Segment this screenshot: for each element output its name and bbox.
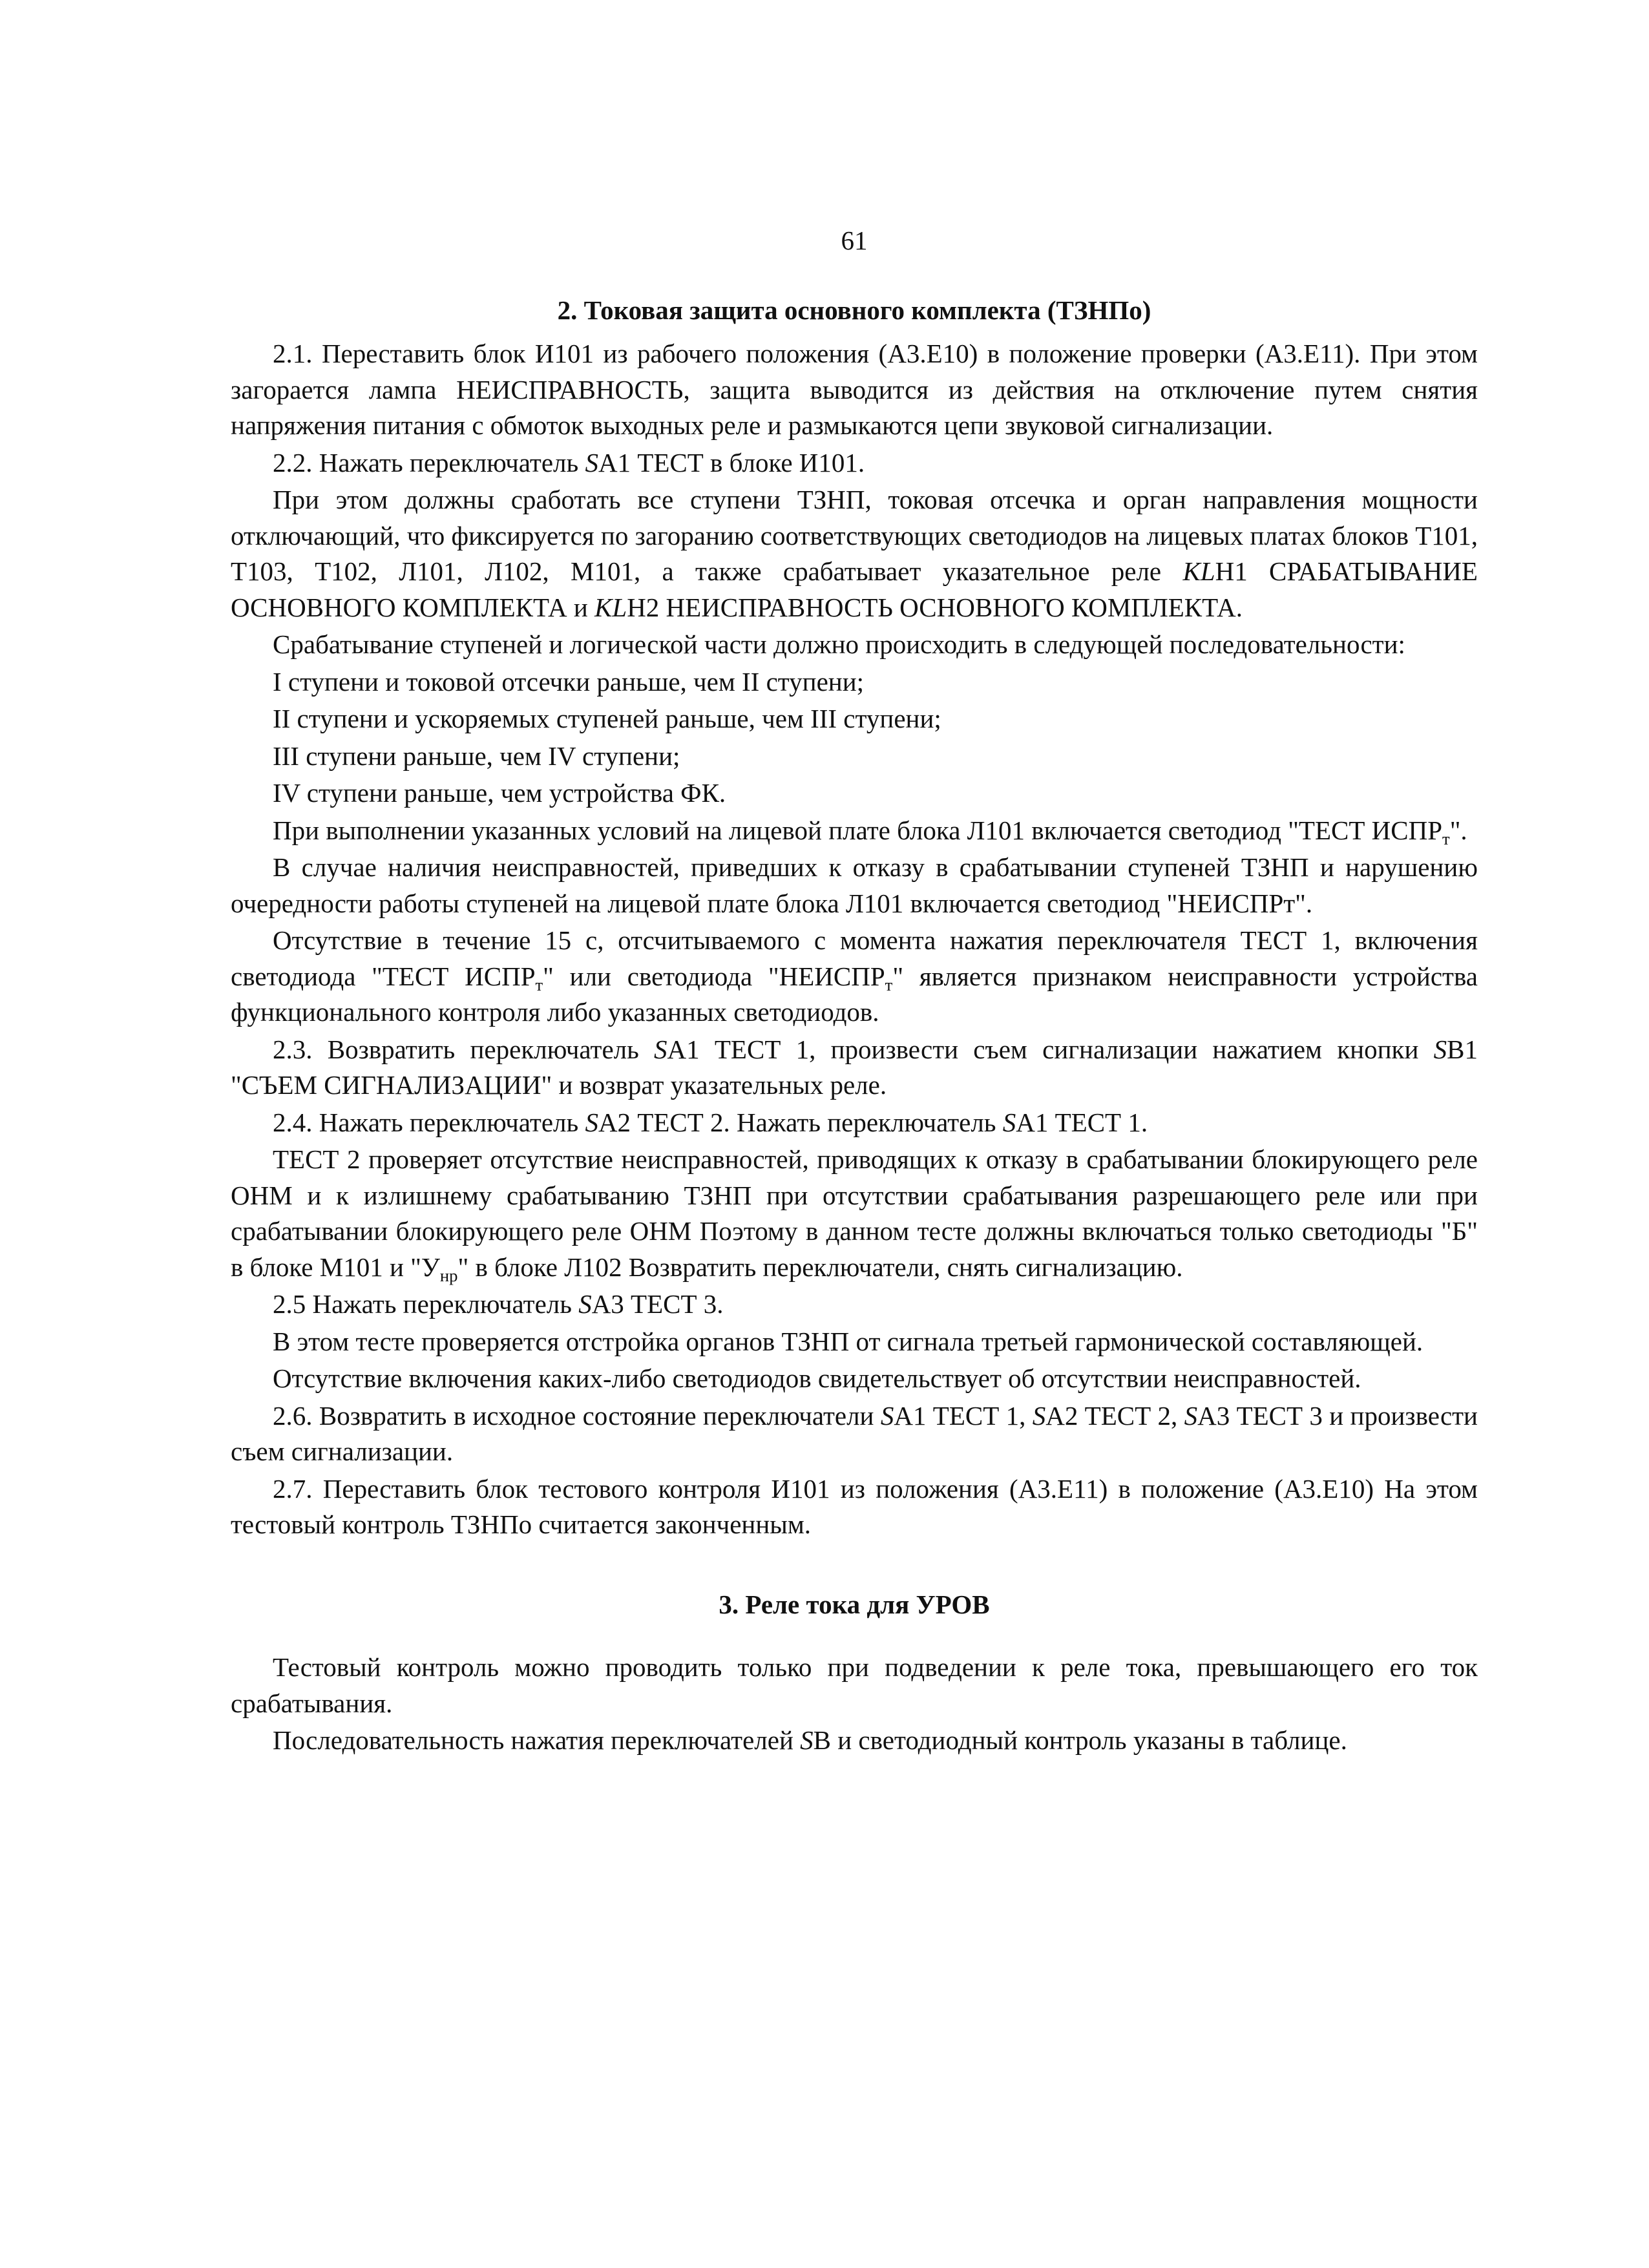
paragraph-test-ok bbox=[231, 813, 1478, 849]
symbol-s: S bbox=[578, 1289, 592, 1319]
document-page bbox=[231, 223, 1478, 1759]
symbol-kl: KL bbox=[594, 592, 627, 622]
text-run: Н1 СРАБАТЫВАНИЕ ОСНОВНОГО КОМПЛЕКТА и bbox=[231, 556, 1478, 622]
symbol-s: S bbox=[585, 1107, 598, 1137]
text-run: При выполнении указанных условий на лицевой плате блока Л101 включается светодиод "ТЕСТ ИСПР bbox=[273, 815, 1443, 845]
text-run: " является признаком неисправности устройства функционального контроля либо указанных светодиодов. bbox=[231, 961, 1478, 1027]
paragraph-2-5 bbox=[231, 1286, 1478, 1323]
paragraph-3-sequence bbox=[231, 1723, 1478, 1759]
text-run: А3 ТЕСТ 3 и произвести съем сигнализации. bbox=[231, 1400, 1478, 1466]
text-run: 2.6. Возвратить в исходное состояние переключатели bbox=[273, 1400, 881, 1431]
paragraph-2-6 bbox=[231, 1398, 1478, 1470]
text-run: А1 ТЕСТ в блоке И101. bbox=[598, 447, 865, 478]
subscript: т bbox=[1442, 828, 1450, 848]
text-run: ". bbox=[1449, 815, 1467, 845]
text-run: Н2 НЕИСПРАВНОСТЬ ОСНОВНОГО КОМПЛЕКТА. bbox=[627, 592, 1243, 622]
text-run: " или светодиода "НЕИСПР bbox=[543, 961, 885, 991]
symbol-s: S bbox=[1184, 1400, 1198, 1431]
section-2-title: 2. Токовая защита основного комплекта (ТЗНПо) bbox=[557, 295, 1151, 325]
paragraph-2-3 bbox=[231, 1032, 1478, 1104]
text-run: А3 ТЕСТ 3. bbox=[591, 1289, 724, 1319]
symbol-s: S bbox=[800, 1725, 814, 1755]
text-run: 2.3. Возвратить переключатель bbox=[273, 1034, 655, 1064]
sequence-item-1: I ступени и токовой отсечки раньше, чем II ступени; bbox=[273, 666, 865, 697]
paragraph-test-2 bbox=[231, 1142, 1478, 1285]
text-run: А1 ТЕСТ 1. bbox=[1016, 1107, 1148, 1137]
symbol-s: S bbox=[1032, 1400, 1046, 1431]
symbol-s: S bbox=[1002, 1107, 1016, 1137]
text-run: А1 ТЕСТ 1, bbox=[894, 1400, 1033, 1431]
text-run: Отсутствие в течение 15 с, отсчитываемого с момента нажатия переключателя ТЕСТ 1, включения светодиода "ТЕСТ ИСПР bbox=[231, 925, 1478, 991]
text-run: ТЕСТ 2 проверяет отсутствие неисправностей, приводящих к отказу в срабатывании блокирующего реле ОНМ и к излишнему срабатыванию ТЗНП при отсутствии срабатывания разрешающего реле или при срабатывании блокирующего реле ОНМ Поэтому в данном тесте должны включаться только светодиоды "Б" в блоке М101 и "У bbox=[231, 1144, 1478, 1282]
paragraph-sequence-intro: Срабатывание ступеней и логической части должно происходить в следующей последовательности: bbox=[273, 629, 1405, 659]
text-run: При этом должны сработать все ступени ТЗНП, токовая отсечка и орган направления мощности отключающий, что фиксируется по загоранию соответствующих светодиодов на лицевых платах блоков Т101, Т103, Т102, Л101, Л102, М101, а также срабатывает указательное реле bbox=[231, 485, 1478, 586]
page-number: 61 bbox=[841, 226, 868, 255]
paragraph-2-7: 2.7. Переставить блок тестового контроля И101 из положения (А3.Е11) в положение (А3.Е10) На этом тестовый контроль ТЗНПо считается законченным. bbox=[231, 1473, 1478, 1539]
paragraph-2-1: 2.1. Переставить блок И101 из рабочего положения (А3.Е10) в положение проверки (А3.Е11). При этом загорается лампа НЕИСПРАВНОСТЬ, защита выводится из действия на отключение путем снятия напряжения питания с обмоток выходных реле и размыкаются цепи звуковой сигнализации. bbox=[231, 339, 1478, 440]
text-run: А2 ТЕСТ 2, bbox=[1045, 1400, 1184, 1431]
symbol-s: S bbox=[1433, 1034, 1447, 1064]
paragraph-timeout bbox=[231, 923, 1478, 1031]
text-run: А1 ТЕСТ 1, произвести съем сигнализации нажатием кнопки bbox=[667, 1034, 1434, 1064]
text-run: 2.4. Нажать переключатель bbox=[273, 1107, 585, 1137]
text-run: 2.5 Нажать переключатель bbox=[273, 1289, 579, 1319]
paragraph-2-2 bbox=[231, 445, 1478, 481]
text-run: 2.2. Нажать переключатель bbox=[273, 447, 585, 478]
symbol-s: S bbox=[585, 447, 598, 478]
paragraph-3-intro: Тестовый контроль можно проводить только при подведении к реле тока, превышающего его ток срабатывания. bbox=[231, 1652, 1478, 1718]
text-run: Последовательность нажатия переключателей bbox=[273, 1725, 801, 1755]
sequence-item-4: IV ступени раньше, чем устройства ФК. bbox=[273, 778, 726, 808]
paragraph-no-faults: Отсутствие включения каких-либо светодиодов свидетельствует об отсутствии неисправностей. bbox=[273, 1363, 1361, 1393]
text-run: В1 "СЪЕМ СИГНАЛИЗАЦИИ" и возврат указательных реле. bbox=[231, 1034, 1478, 1100]
text-run: В и светодиодный контроль указаны в таблице. bbox=[813, 1725, 1347, 1755]
subscript: нр bbox=[439, 1265, 458, 1285]
sequence-item-2: II ступени и ускоряемых ступеней раньше, чем III ступени; bbox=[273, 704, 941, 733]
sequence-item-3: III ступени раньше, чем IV ступени; bbox=[273, 740, 680, 771]
symbol-kl: KL bbox=[1182, 556, 1215, 586]
paragraph-test-3: В этом тесте проверяется отстройка органов ТЗНП от сигнала третьей гармонической составляющей. bbox=[273, 1326, 1423, 1356]
text-run: А2 ТЕСТ 2. Нажать переключатель bbox=[598, 1107, 1003, 1137]
subscript: т bbox=[535, 974, 543, 994]
symbol-s: S bbox=[880, 1400, 894, 1431]
text-run: " в блоке Л102 Возвратить переключатели, снять сигнализацию. bbox=[457, 1252, 1183, 1282]
paragraph-test-result bbox=[231, 482, 1478, 625]
paragraph-2-4 bbox=[231, 1105, 1478, 1141]
symbol-s: S bbox=[654, 1034, 667, 1064]
section-3-title: 3. Реле тока для УРОВ bbox=[719, 1589, 990, 1619]
paragraph-fault-case: В случае наличия неисправностей, приведших к отказу в срабатывании ступеней ТЗНП и нарушению очередности работы ступеней на лицевой плате блока Л101 включается светодиод "НЕИСПРт". bbox=[231, 852, 1478, 918]
subscript: т bbox=[885, 974, 893, 994]
